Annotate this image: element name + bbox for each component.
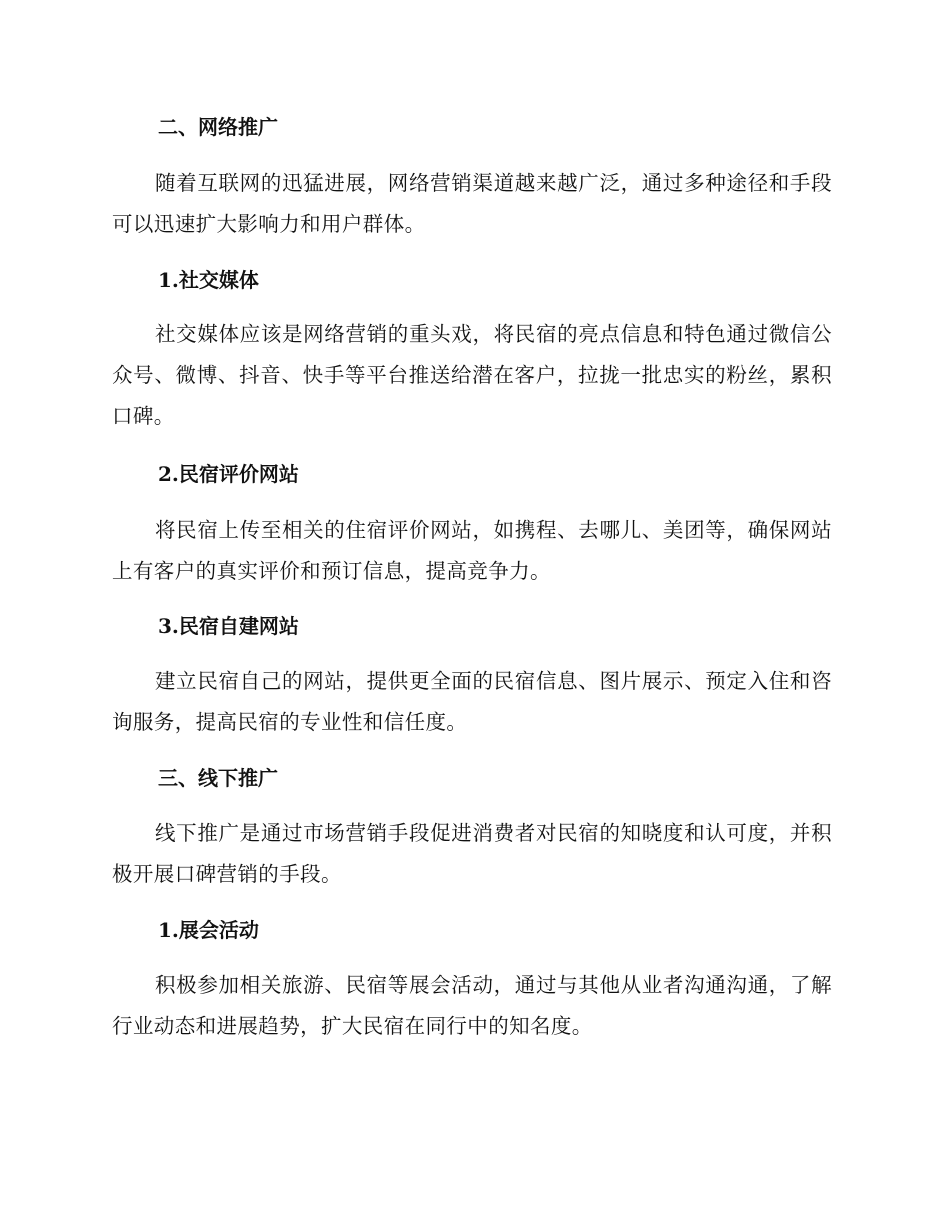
subheading-review-sites: 2.民宿评价网站 <box>158 462 299 486</box>
paragraph-social-media: 社交媒体应该是网络营销的重头戏，将民宿的亮点信息和特色通过微信公众号、微博、抖音、快手等平台推送给潜在客户，拉拢一批忠实的粉丝，累积口碑。 <box>112 322 832 428</box>
section-heading-online-promotion: 二、网络推广 <box>158 115 278 139</box>
paragraph-review-sites: 将民宿上传至相关的住宿评价网站，如携程、去哪儿、美团等，确保网站上有客户的真实评价和预订信息，提高竞争力。 <box>112 518 832 583</box>
subheading-social-media: 1.社交媒体 <box>158 268 259 292</box>
paragraph-exhibitions: 积极参加相关旅游、民宿等展会活动，通过与其他从业者沟通沟通，了解行业动态和进展趋势，扩大民宿在同行中的知名度。 <box>112 973 832 1038</box>
paragraph-own-website: 建立民宿自己的网站，提供更全面的民宿信息、图片展示、预定入住和咨询服务，提高民宿的专业性和信任度。 <box>112 669 832 734</box>
paragraph-online-promotion-intro: 随着互联网的迅猛进展，网络营销渠道越来越广泛，通过多种途径和手段可以迅速扩大影响力和用户群体。 <box>112 171 832 236</box>
paragraph-offline-promotion-intro: 线下推广是通过市场营销手段促进消费者对民宿的知晓度和认可度，并积极开展口碑营销的手段。 <box>112 821 832 886</box>
subheading-exhibitions: 1.展会活动 <box>158 918 259 942</box>
section-heading-offline-promotion: 三、线下推广 <box>158 766 278 790</box>
subheading-own-website: 3.民宿自建网站 <box>158 614 299 638</box>
